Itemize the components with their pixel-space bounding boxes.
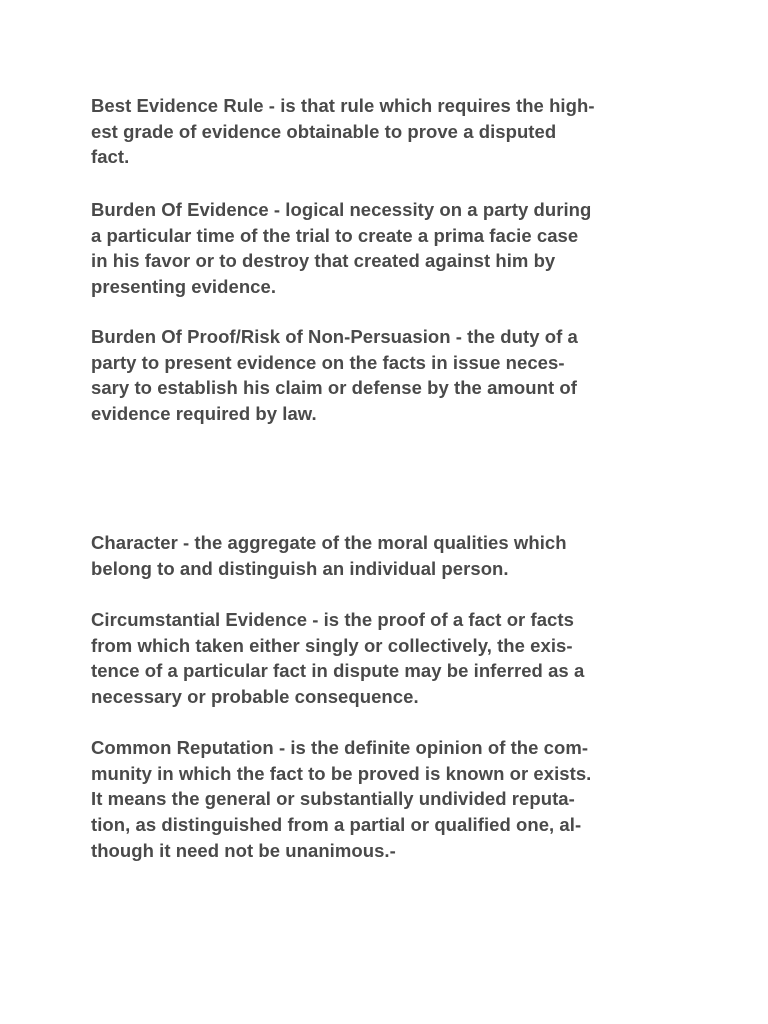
paragraph-line: It means the general or substantially undivided reputa- — [91, 788, 575, 810]
paragraph-line: in his favor or to destroy that created against him by — [91, 250, 556, 272]
paragraph-line: though it need not be unanimous.- — [91, 839, 396, 861]
paragraph-line: party to present evidence on the facts in issue neces- — [91, 351, 565, 373]
paragraph-line: tion, as distinguished from a partial or qualified one, al- — [91, 814, 582, 836]
paragraph-line: presenting evidence. — [91, 276, 277, 298]
paragraph-line: tence of a particular fact in dispute may be inferred as a — [91, 660, 585, 682]
paragraph-line: fact. — [91, 146, 130, 168]
paragraph-line: munity in which the fact to be proved is known or exists. — [91, 762, 592, 784]
paragraph-line: evidence required by law. — [91, 403, 317, 425]
paragraph-line: belong to and distinguish an individual person. — [91, 557, 509, 579]
paragraph-line: Common Reputation - is the definite opinion of the com- — [91, 737, 589, 758]
paragraph-line: necessary or probable consequence. — [91, 686, 419, 708]
paragraph-character — [91, 530, 691, 581]
paragraph-common-reputation — [91, 735, 691, 864]
paragraph-line: from which taken either singly or collectively, the exis- — [91, 634, 573, 656]
paragraph-line: Character - the aggregate of the moral qualities which — [91, 532, 567, 553]
paragraph-circumstantial-evidence — [91, 607, 691, 710]
paragraph-line: a particular time of the trial to create a prima facie case — [91, 224, 579, 246]
paragraph-line: Best Evidence Rule - is that rule which requires the high- — [91, 95, 595, 116]
paragraph-burden-of-evidence — [91, 197, 691, 300]
paragraph-burden-of-proof — [91, 324, 691, 427]
paragraph-line: Burden Of Evidence - logical necessity on a party during — [91, 199, 592, 220]
paragraph-line: est grade of evidence obtainable to prove a disputed — [91, 120, 557, 142]
paragraph-line: sary to establish his claim or defense by the amount of — [91, 377, 577, 399]
paragraph-line: Burden Of Proof/Risk of Non-Persuasion - the duty of a — [91, 326, 578, 347]
paragraph-line: Circumstantial Evidence - is the proof of a fact or facts — [91, 609, 574, 630]
paragraph-best-evidence-rule — [91, 93, 691, 170]
